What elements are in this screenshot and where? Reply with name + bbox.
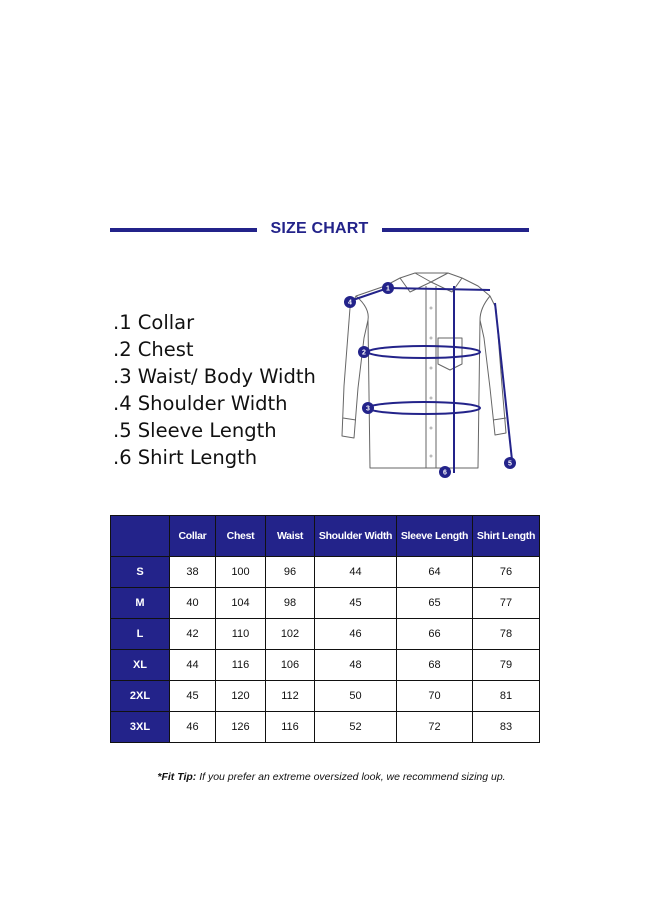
table-cell: 44 <box>170 650 216 681</box>
table-row <box>111 681 540 712</box>
size-label: L <box>111 619 170 650</box>
legend-item-sleeve-length: .5 Sleeve Length <box>113 419 277 442</box>
table-cell: 79 <box>473 650 540 681</box>
legend-item-collar: .1 Collar <box>113 311 195 334</box>
fit-tip-label: *Fit Tip: <box>157 771 197 783</box>
size-label: XL <box>111 650 170 681</box>
column-header-chest: Chest <box>216 516 266 557</box>
column-header-waist: Waist <box>266 516 315 557</box>
column-header-shoulder-width: Shoulder Width <box>315 516 397 557</box>
table-cell: 48 <box>315 650 397 681</box>
marker-3-label: 3 <box>366 405 370 413</box>
size-label: 3XL <box>111 712 170 743</box>
header-divider-left <box>110 228 257 232</box>
table-cell: 78 <box>473 619 540 650</box>
table-cell: 77 <box>473 588 540 619</box>
table-cell: 102 <box>266 619 315 650</box>
table-cell: 40 <box>170 588 216 619</box>
legend-item-shirt-length: .6 Shirt Length <box>113 446 258 469</box>
table-cell: 45 <box>315 588 397 619</box>
size-label: S <box>111 557 170 588</box>
table-cell: 81 <box>473 681 540 712</box>
size-chart-header <box>110 218 529 242</box>
table-cell: 116 <box>216 650 266 681</box>
table-cell: 64 <box>397 557 473 588</box>
table-row <box>111 712 540 743</box>
table-cell: 100 <box>216 557 266 588</box>
marker-1-label: 1 <box>386 285 390 293</box>
table-cell: 52 <box>315 712 397 743</box>
size-table <box>110 515 540 743</box>
table-cell: 50 <box>315 681 397 712</box>
legend-item-waist: .3 Waist/ Body Width <box>113 365 316 388</box>
table-cell: 83 <box>473 712 540 743</box>
table-cell: 76 <box>473 557 540 588</box>
column-header-size <box>111 516 170 557</box>
table-cell: 65 <box>397 588 473 619</box>
table-cell: 42 <box>170 619 216 650</box>
table-cell: 70 <box>397 681 473 712</box>
table-cell: 68 <box>397 650 473 681</box>
table-cell: 44 <box>315 557 397 588</box>
legend-item-shoulder-width: .4 Shoulder Width <box>113 392 288 415</box>
page-title: SIZE CHART <box>270 220 369 237</box>
shirt-measurement-diagram <box>330 268 530 483</box>
table-cell: 38 <box>170 557 216 588</box>
table-cell: 46 <box>170 712 216 743</box>
table-cell: 112 <box>266 681 315 712</box>
table-cell: 104 <box>216 588 266 619</box>
column-header-shirt-length: Shirt Length <box>473 516 540 557</box>
legend-item-chest: .2 Chest <box>113 338 194 361</box>
table-cell: 116 <box>266 712 315 743</box>
marker-5-label: 5 <box>508 460 512 468</box>
size-label: 2XL <box>111 681 170 712</box>
marker-2-label: 2 <box>362 349 366 357</box>
table-cell: 66 <box>397 619 473 650</box>
table-row <box>111 557 540 588</box>
table-header-row <box>111 516 540 557</box>
fit-tip-text: If you prefer an extreme oversized look, we recommend sizing up. <box>196 771 506 783</box>
size-label: M <box>111 588 170 619</box>
table-cell: 46 <box>315 619 397 650</box>
table-cell: 110 <box>216 619 266 650</box>
table-cell: 120 <box>216 681 266 712</box>
column-header-collar: Collar <box>170 516 216 557</box>
marker-4-label: 4 <box>348 299 352 307</box>
table-cell: 126 <box>216 712 266 743</box>
column-header-sleeve-length: Sleeve Length <box>397 516 473 557</box>
marker-6-label: 6 <box>443 469 447 477</box>
table-row <box>111 650 540 681</box>
table-cell: 106 <box>266 650 315 681</box>
table-cell: 96 <box>266 557 315 588</box>
table-row <box>111 619 540 650</box>
header-divider-right <box>382 228 529 232</box>
table-row <box>111 588 540 619</box>
table-cell: 45 <box>170 681 216 712</box>
table-cell: 72 <box>397 712 473 743</box>
fit-tip <box>0 771 663 783</box>
table-cell: 98 <box>266 588 315 619</box>
measurement-legend <box>113 309 316 471</box>
